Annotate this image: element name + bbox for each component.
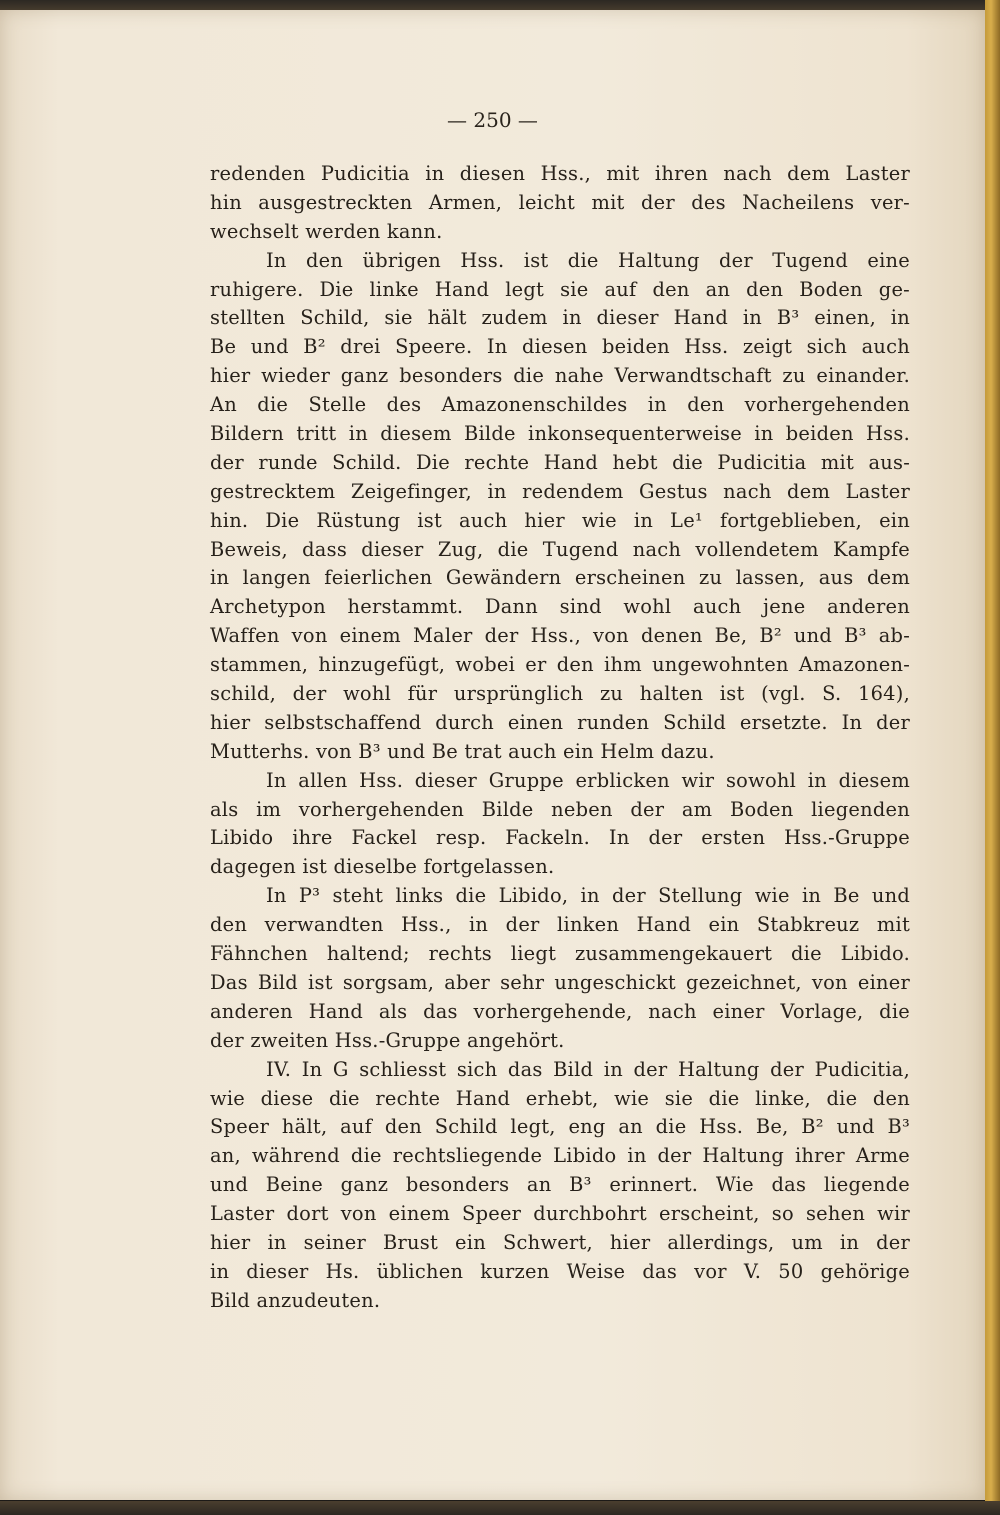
text-line: wie diese die rechte Hand erhebt, wie sie die linke, die den [210, 1086, 910, 1110]
text-line: hin. Die Rüstung ist auch hier wie in Le¹ fortgeblieben, ein [210, 508, 910, 532]
text-line: in langen feierlichen Gewändern erscheinen zu lassen, aus dem [210, 566, 910, 590]
text-line: ruhigere. Die linke Hand legt sie auf den an den Boden ge- [210, 277, 910, 301]
page-bottom-edge [0, 1501, 1000, 1515]
text-line: der zweiten Hss.-Gruppe angehört. [210, 1028, 565, 1052]
text-line: hin ausgestreckten Armen, leicht mit der des Nacheilens ver- [210, 190, 910, 214]
text-line: Waffen von einem Maler der Hss., von denen Be, B² und B³ ab- [210, 624, 910, 648]
body-text [210, 160, 910, 1316]
text-line: In P³ steht links die Libido, in der Stellung wie in Be und [266, 884, 910, 908]
text-line: stellten Schild, sie hält zudem in dieser Hand in B³ einen, in [210, 306, 910, 330]
text-line: wechselt werden kann. [210, 219, 443, 243]
text-line: redenden Pudicitia in diesen Hss., mit ihren nach dem Laster [210, 162, 910, 185]
text-line: In den übrigen Hss. ist die Haltung der Tugend eine [266, 248, 910, 272]
text-line: Speer hält, auf den Schild legt, eng an die Hss. Be, B² und B³ [210, 1115, 910, 1139]
text-line: Archetypon herstammt. Dann sind wohl auch jene anderen [210, 595, 910, 619]
text-line: Das Bild ist sorgsam, aber sehr ungeschickt gezeichnet, von einer [210, 970, 910, 994]
text-line: Beweis, dass dieser Zug, die Tugend nach vollendetem Kampfe [210, 537, 910, 561]
text-line: Bildern tritt in diesem Bilde inkonsequenterweise in beiden Hss. [210, 422, 910, 446]
text-line: den verwandten Hss., in der linken Hand ein Stabkreuz mit [210, 913, 910, 937]
text-line: anderen Hand als das vorhergehende, nach einer Vorlage, die [210, 999, 910, 1023]
text-line: Be und B² drei Speere. In diesen beiden Hss. zeigt sich auch [210, 335, 910, 359]
text-line: Bild anzudeuten. [210, 1288, 381, 1312]
page-number-header: — 250 — [447, 108, 538, 132]
text-line: der runde Schild. Die rechte Hand hebt die Pudicitia mit aus- [210, 450, 910, 474]
book-spine-edge [985, 0, 1000, 1515]
text-line: dagegen ist dieselbe fortgelassen. [210, 855, 555, 879]
text-line: und Beine ganz besonders an B³ erinnert. Wie das liegende [210, 1173, 910, 1197]
text-line: stammen, hinzugefügt, wobei er den ihm ungewohnten Amazonen- [210, 653, 910, 677]
text-line: hier wieder ganz besonders die nahe Verwandtschaft zu einander. [210, 364, 910, 388]
text-line: Fähnchen haltend; rechts liegt zusammengekauert die Libido. [210, 942, 910, 966]
text-line: Mutterhs. von B³ und Be trat auch ein Helm dazu. [210, 739, 715, 763]
text-line: gestrecktem Zeigefinger, in redendem Gestus nach dem Laster [210, 479, 910, 503]
text-line: Laster dort von einem Speer durchbohrt erscheint, so sehen wir [210, 1202, 910, 1226]
text-line: hier in seiner Brust ein Schwert, hier allerdings, um in der [210, 1230, 910, 1254]
text-line: hier selbstschaffend durch einen runden Schild ersetzte. In der [210, 710, 910, 734]
text-line: als im vorhergehenden Bilde neben der am Boden liegenden [210, 797, 910, 821]
text-line: An die Stelle des Amazonenschildes in den vorhergehenden [210, 393, 910, 417]
text-line: in dieser Hs. üblichen kurzen Weise das vor V. 50 gehörige [210, 1259, 910, 1283]
text-line: an, während die rechtsliegende Libido in der Haltung ihrer Arme [210, 1144, 910, 1168]
text-line: schild, der wohl für ursprünglich zu halten ist (vgl. S. 164), [210, 682, 910, 706]
text-line: In allen Hss. dieser Gruppe erblicken wir sowohl in diesem [266, 768, 910, 792]
text-line: Libido ihre Fackel resp. Fackeln. In der ersten Hss.-Gruppe [210, 826, 910, 850]
text-line: IV. In G schliesst sich das Bild in der Haltung der Pudicitia, [266, 1057, 910, 1081]
